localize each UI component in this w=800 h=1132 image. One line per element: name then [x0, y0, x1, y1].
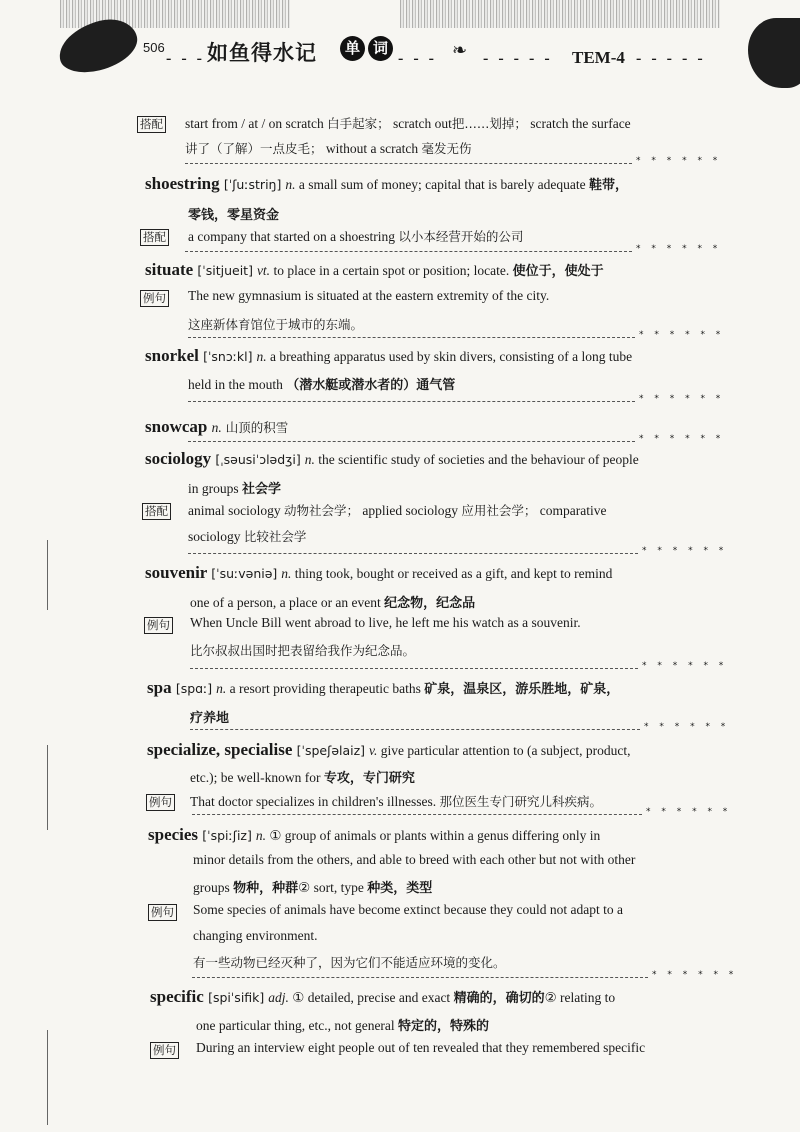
- phonetic: [ˌsəusiˈɔlədʒi]: [215, 452, 305, 467]
- headword: species: [148, 825, 203, 844]
- english-text: scratch the surface: [526, 116, 631, 131]
- english-text: Some species of animals have become extinct because they could not adapt to a: [193, 902, 623, 917]
- header-dashes: - - - - -: [483, 50, 553, 67]
- part-of-speech: adj.: [268, 990, 289, 1005]
- headword: snowcap: [145, 417, 212, 436]
- entry-line: [188, 288, 549, 304]
- separator-stars: * * * * * *: [636, 156, 722, 166]
- headword: situate: [145, 260, 198, 279]
- fish-ornament-icon: ❧: [452, 40, 468, 60]
- english-text: one particular thing, etc., not general: [196, 1018, 399, 1033]
- phonetic: [ˈspiːʃiz]: [202, 828, 256, 843]
- entry-line: [185, 114, 631, 132]
- chinese-definition: 物种，种群: [233, 881, 299, 896]
- chinese-definition: 特定的，特殊的: [398, 1019, 490, 1034]
- english-text: That doctor specializes in children's illnesses.: [190, 794, 440, 809]
- circle-char: 词: [368, 36, 393, 61]
- separator-stars: * * * * * *: [639, 330, 725, 340]
- english-text: held in the mouth: [188, 377, 287, 392]
- chinese-definition: （潜水艇或潜水者的）通气管: [286, 378, 456, 393]
- phonetic: [ˈsuːvəniə]: [211, 566, 282, 581]
- part-of-speech: n.: [211, 420, 222, 435]
- english-text: When Uncle Bill went abroad to live, he left me his watch as a souvenir.: [190, 615, 581, 630]
- english-text: one of a person, a place or an event: [190, 595, 385, 610]
- separator-stars: * * * * * *: [639, 394, 725, 404]
- entry-headline: [145, 174, 628, 194]
- separator-stars: * * * * * *: [639, 434, 725, 444]
- phonetic: [ˈspeʃəlaiz]: [296, 743, 370, 758]
- entry-separator: [185, 251, 632, 252]
- example-label: 例句: [148, 904, 177, 921]
- english-text: The new gymnasium is situated at the eastern extremity of the city.: [188, 288, 550, 303]
- entry-headline: [147, 678, 619, 698]
- entry-line: [188, 527, 306, 545]
- entry-line: [188, 374, 455, 393]
- phonetic: [ˈsnɔːkl]: [203, 349, 257, 364]
- separator-stars: * * * * * *: [642, 661, 728, 671]
- part-of-speech: v.: [369, 743, 378, 758]
- chinese-text: 这座新体育馆位于城市的东端。: [188, 317, 364, 332]
- english-text: a breathing apparatus used by skin divers, consisting of a long tube: [266, 349, 633, 364]
- part-of-speech: n.: [285, 177, 296, 192]
- english-text: ② sort, type: [298, 880, 368, 895]
- separator-stars: * * * * * *: [652, 970, 738, 980]
- headword: souvenir: [145, 563, 212, 582]
- separator-stars: * * * * * *: [646, 807, 732, 817]
- entry-line: [193, 953, 506, 971]
- entry-separator: [188, 553, 638, 554]
- entry-separator: [188, 441, 635, 442]
- scan-margin-line: [47, 745, 48, 830]
- circle-char: 单: [340, 36, 365, 61]
- entry-line: [193, 928, 317, 944]
- example-label: 例句: [150, 1042, 179, 1059]
- example-label: 例句: [146, 794, 175, 811]
- entry-separator: [188, 401, 635, 402]
- header-dashes: - - -: [398, 50, 437, 67]
- part-of-speech: n.: [304, 452, 315, 467]
- collocation-label: 搭配: [140, 229, 169, 246]
- entry-separator: [192, 814, 642, 815]
- phonetic: [ˈʃuːstriŋ]: [223, 177, 286, 192]
- entry-line: [196, 1015, 489, 1034]
- chinese-text: 山顶的积雪: [221, 420, 289, 435]
- english-text: thing took, bought or received as a gift, and kept to remind: [291, 566, 613, 581]
- phonetic: [ˈsitjueit]: [197, 263, 257, 278]
- english-text: start from / at / on scratch: [185, 116, 328, 131]
- english-text: sociology: [188, 529, 244, 544]
- headword: specific: [150, 987, 209, 1006]
- part-of-speech: vt.: [256, 263, 271, 278]
- separator-stars: * * * * * *: [644, 722, 730, 732]
- entry-headline: [148, 825, 600, 845]
- entry-line: [196, 1040, 645, 1056]
- chinese-text: 以小本经营开始的公司: [398, 229, 524, 244]
- entry-line: [190, 615, 581, 631]
- english-text: scratch out: [389, 116, 452, 131]
- english-text: ① group of animals or plants within a genus differing only in: [265, 828, 601, 843]
- chinese-definition: 鞋带，: [589, 178, 629, 193]
- chinese-text: 把……划掉；: [451, 116, 527, 131]
- chinese-text: 毫发无伤: [421, 141, 472, 156]
- english-text: the scientific study of societies and the behaviour of people: [314, 452, 639, 467]
- part-of-speech: n.: [281, 566, 292, 581]
- phonetic: [spɑː]: [175, 681, 217, 696]
- scan-margin-line: [47, 1030, 48, 1125]
- chinese-definition: 纪念物，纪念品: [384, 596, 476, 611]
- headword: shoestring: [145, 174, 224, 193]
- chinese-definition: 疗养地: [190, 711, 230, 726]
- entry-separator: [192, 977, 648, 978]
- collocation-label: 搭配: [142, 503, 171, 520]
- english-text: During an interview eight people out of ten revealed that they remembered specific: [196, 1040, 646, 1055]
- entry-line: [193, 877, 432, 896]
- header-dashes: - - -: [166, 50, 205, 67]
- part-of-speech: n.: [256, 349, 267, 364]
- english-text: a small sum of money; capital that is barely adequate: [295, 177, 589, 192]
- entry-line: [190, 641, 415, 659]
- chinese-definition: 精确的，确切的: [453, 991, 545, 1006]
- chinese-text: 讲了（了解）一点皮毛；: [185, 141, 323, 156]
- series-title: 如鱼得水记: [207, 41, 317, 65]
- entry-line: [185, 139, 472, 157]
- entry-separator: [188, 337, 635, 338]
- header-texture: [400, 0, 720, 28]
- headword: spa: [147, 678, 176, 697]
- chinese-definition: 种类，类型: [367, 881, 433, 896]
- entry-line: [190, 792, 602, 810]
- english-text: a resort providing therapeutic baths: [226, 681, 425, 696]
- english-text: a company that started on a shoestring: [188, 229, 399, 244]
- example-label: 例句: [144, 617, 173, 634]
- entry-line: [190, 767, 415, 786]
- collocation-label: 搭配: [137, 116, 166, 133]
- english-text: groups: [193, 880, 234, 895]
- english-text: to place in a certain spot or position; locate.: [270, 263, 513, 278]
- chinese-definition: 使位于，使处于: [512, 264, 604, 279]
- headword: sociology: [145, 449, 216, 468]
- entry-headline: [150, 987, 615, 1007]
- exam-name: TEM-4: [572, 48, 625, 67]
- entry-line: [188, 315, 363, 333]
- english-text: etc.); be well-known for: [190, 770, 324, 785]
- chinese-text: 动物社会学；: [283, 503, 359, 518]
- header-dashes: - - - - -: [636, 50, 706, 67]
- scan-margin-line: [47, 540, 48, 610]
- entry-headline: [145, 346, 632, 366]
- entry-line: [188, 204, 279, 223]
- page-header: [0, 0, 800, 95]
- example-label: 例句: [140, 290, 169, 307]
- entry-line: [188, 478, 281, 497]
- part-of-speech: n.: [216, 681, 227, 696]
- chinese-text: 有一些动物已经灭种了，因为它们不能适应环境的变化。: [193, 955, 506, 970]
- english-text: give particular attention to (a subject, product,: [377, 743, 631, 758]
- chinese-text: 应用社会学；: [461, 503, 537, 518]
- fish-tail-icon: [748, 18, 800, 88]
- entry-line: [188, 501, 606, 519]
- separator-stars: * * * * * *: [642, 546, 728, 556]
- entry-headline: [145, 260, 604, 280]
- page-number: 506: [143, 40, 165, 55]
- entry-line: [190, 707, 229, 726]
- english-text: without a scratch: [322, 141, 422, 156]
- entry-headline: [145, 449, 639, 469]
- headword: snorkel: [145, 346, 204, 365]
- entry-separator: [185, 163, 632, 164]
- entry-line: [193, 852, 635, 868]
- entry-headline: [145, 417, 288, 437]
- entry-headline: [145, 563, 612, 583]
- separator-stars: * * * * * *: [636, 244, 722, 254]
- english-text: in groups: [188, 481, 242, 496]
- english-text: ① detailed, precise and exact: [288, 990, 454, 1005]
- english-text: minor details from the others, and able to breed with each other but not with other: [193, 852, 636, 867]
- part-of-speech: n.: [255, 828, 266, 843]
- chinese-definition: 专攻，专门研究: [323, 771, 415, 786]
- chinese-definition: 矿泉，温泉区，游乐胜地，矿泉，: [424, 682, 620, 697]
- chinese-definition: 社会学: [242, 482, 282, 497]
- english-text: ② relating to: [544, 990, 616, 1005]
- english-text: comparative: [536, 503, 607, 518]
- english-text: applied sociology: [359, 503, 462, 518]
- entry-separator: [190, 668, 638, 669]
- phonetic: [spiˈsifik]: [208, 990, 269, 1005]
- chinese-text: 比尔叔叔出国时把表留给我作为纪念品。: [190, 643, 416, 658]
- entry-line: [190, 592, 475, 611]
- chinese-text: 那位医生专门研究儿科疾病。: [439, 794, 603, 809]
- english-text: animal sociology: [188, 503, 284, 518]
- chinese-text: 比较社会学: [243, 529, 307, 544]
- english-text: changing environment.: [193, 928, 318, 943]
- entry-line: [193, 902, 623, 918]
- entry-line: [188, 227, 523, 245]
- headword: specialize, specialise: [147, 740, 297, 759]
- chinese-text: 白手起家；: [327, 116, 390, 131]
- entry-separator: [190, 729, 640, 730]
- entry-headline: [147, 740, 630, 760]
- chinese-definition: 零钱，零星资金: [188, 208, 280, 223]
